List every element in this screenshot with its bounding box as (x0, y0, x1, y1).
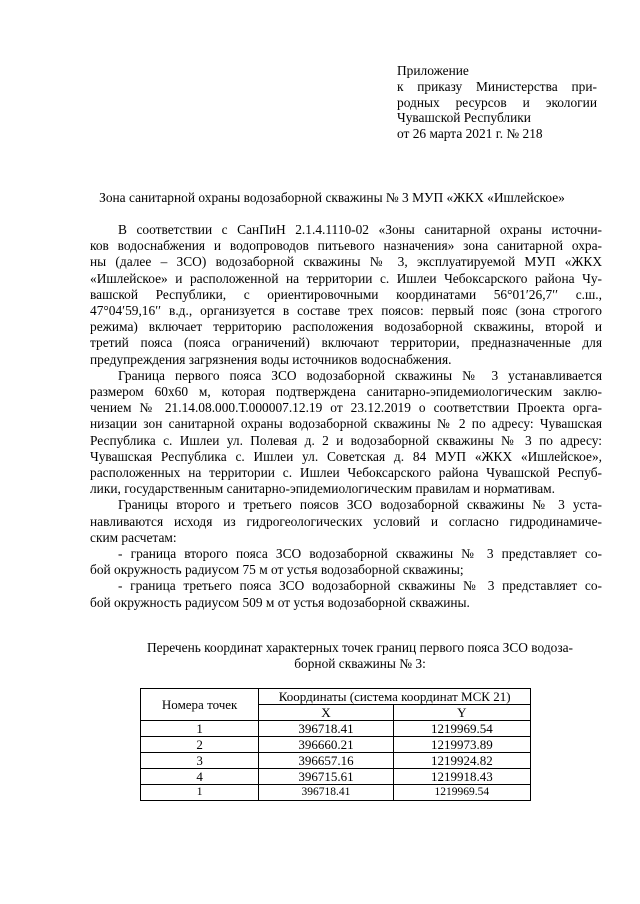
cell-point: 1 (141, 721, 259, 737)
body-line: Республика с. Ишлеи ул. Полевая д. 2 и водозаборной скважины № 3 по адресу: (90, 432, 602, 448)
body-line: расположенных на территории с. Ишлеи Чебоксарского района Чувашской Респуб- (90, 465, 602, 481)
table-row (141, 737, 531, 753)
body-line: Границы второго и третьего поясов ЗСО водозаборной скважины № 3 уста- (118, 497, 602, 513)
cell-point: 3 (141, 753, 259, 769)
table-caption-line: борной скважины № 3: (294, 656, 426, 671)
appendix-line: Приложение (397, 63, 469, 78)
header-x: X (259, 705, 393, 721)
body-line: навливаются исходя из гидрогеологических условий и согласно гидродинамиче- (90, 513, 602, 529)
body-line: 47°04′59,16′′ в.д., организуется в составе трех поясов: первый пояс (зона строгого (90, 303, 602, 319)
cell-y: 1219918.43 (393, 769, 530, 785)
body-line: предупреждения загрязнения воды источников водоснабжения. (90, 351, 452, 367)
body-line: режима) включает территорию расположения водозаборной скважины, второй и (90, 319, 602, 335)
header-coordinates: Координаты (система координат МСК 21) (259, 689, 531, 705)
body-line: низации зон санитарной охраны водозаборной скважины № 2 по адресу: Чувашская (90, 416, 602, 432)
body-line: Чувашская Республика с. Ишлеи ул. Советская д. 84 МУП «ЖКХ «Ишлейское», (90, 448, 602, 464)
cell-x: 396657.16 (259, 753, 393, 769)
body-line: бой окружность радиусом 509 м от устья водозаборной скважины. (90, 594, 470, 610)
coordinates-table (140, 688, 531, 801)
cell-point: 2 (141, 737, 259, 753)
table-caption (120, 640, 600, 672)
body-line: - граница второго пояса ЗСО водозаборной скважины № 3 представляет со- (118, 546, 602, 562)
appendix-line: к приказу Министерства при- (397, 78, 597, 94)
cell-y: 1219969.54 (393, 785, 530, 801)
body-line: третий пояса (пояса ограничений) включают территории, предназначенные для (90, 335, 602, 351)
body-line: «Ишлейское» и расположенной на территории с. Ишлеи Чебоксарского района Чу- (90, 270, 602, 286)
cell-x: 396660.21 (259, 737, 393, 753)
appendix-line: Чувашской Республики (397, 110, 531, 126)
cell-y: 1219969.54 (393, 721, 530, 737)
header-y: Y (393, 705, 530, 721)
table-row (141, 721, 531, 737)
cell-y: 1219924.82 (393, 753, 530, 769)
table-row (141, 785, 531, 801)
cell-x: 396718.41 (259, 721, 393, 737)
body-line: чением № 21.14.08.000.Т.000007.12.19 от 23.12.2019 о соответствии Проекта орга- (90, 400, 602, 416)
body-line: - граница третьего пояса ЗСО водозаборной скважины № 3 представляет со- (118, 578, 602, 594)
table-row (141, 769, 531, 785)
header-point-numbers: Номера точек (141, 689, 259, 721)
body-line: В соответствии с СанПиН 2.1.4.1110-02 «Зоны санитарной охраны источни- (118, 222, 602, 237)
document-title: Зона санитарной охраны водозаборной скважины № 3 МУП «ЖКХ «Ишлейское» (99, 190, 565, 205)
body-line: размером 60х60 м, которая подтверждена санитарно-эпидемиологическим заклю- (90, 384, 602, 400)
cell-x: 396718.41 (259, 785, 393, 801)
table-row (141, 753, 531, 769)
cell-point: 1 (141, 785, 259, 801)
body-line: ков водоснабжения и водопроводов питьевого назначения» зона санитарной охра- (90, 238, 602, 254)
body-line: Граница первого пояса ЗСО водозаборной скважины № 3 устанавливается (118, 367, 602, 383)
appendix-line: родных ресурсов и экологии (397, 94, 597, 110)
appendix-block (397, 63, 597, 142)
cell-point: 4 (141, 769, 259, 785)
body-line: бой окружность радиусом 75 м от устья водозаборной скважины; (90, 562, 464, 578)
body-text (90, 222, 602, 611)
appendix-line: от 26 марта 2021 г. № 218 (397, 126, 543, 142)
body-line: вашской Республики, с ориентировочными координатами 56°01′26,7′′ с.ш., (90, 286, 602, 302)
cell-y: 1219973.89 (393, 737, 530, 753)
table-caption-line: Перечень координат характерных точек границ первого пояса ЗСО водоза- (146, 640, 574, 655)
body-line: ны (далее – ЗСО) водозаборной скважины № 3, эксплуатируемой МУП «ЖКХ (90, 254, 602, 270)
body-line: лики, государственным санитарно-эпидемиологическим правилам и нормативам. (90, 481, 555, 497)
body-line: ским расчетам: (90, 529, 177, 545)
cell-x: 396715.61 (259, 769, 393, 785)
